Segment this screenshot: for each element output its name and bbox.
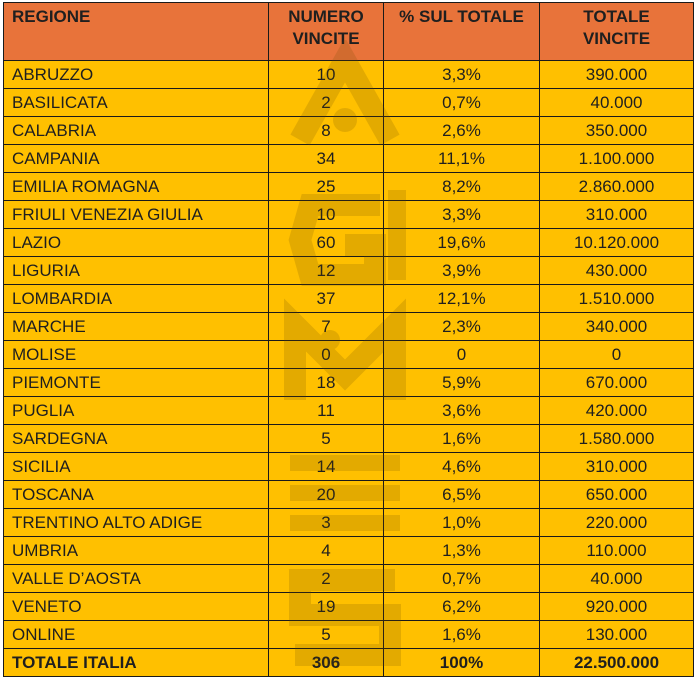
cell-numero-vincite: 2 (269, 89, 384, 117)
cell-totale-vincite: 0 (540, 341, 694, 369)
cell-regione: SARDEGNA (4, 425, 269, 453)
table-row (4, 173, 694, 201)
table-row (4, 565, 694, 593)
cell-percentuale: 0,7% (384, 565, 540, 593)
cell-percentuale: 6,2% (384, 593, 540, 621)
cell-numero-vincite: 60 (269, 229, 384, 257)
table-row (4, 201, 694, 229)
cell-regione: ABRUZZO (4, 61, 269, 89)
cell-regione: UMBRIA (4, 537, 269, 565)
cell-numero-vincite: 37 (269, 285, 384, 313)
total-totale-vincite: 22.500.000 (540, 649, 694, 677)
cell-totale-vincite: 350.000 (540, 117, 694, 145)
cell-numero-vincite: 14 (269, 453, 384, 481)
cell-percentuale: 5,9% (384, 369, 540, 397)
header-numero-vincite: NUMERO VINCITE (269, 3, 384, 61)
cell-numero-vincite: 34 (269, 145, 384, 173)
cell-regione: EMILIA ROMAGNA (4, 173, 269, 201)
cell-percentuale: 0 (384, 341, 540, 369)
cell-percentuale: 3,6% (384, 397, 540, 425)
table-row (4, 397, 694, 425)
header-totale-vincite: TOTALE VINCITE (540, 3, 694, 61)
table-row (4, 61, 694, 89)
cell-numero-vincite: 4 (269, 537, 384, 565)
cell-regione: FRIULI VENEZIA GIULIA (4, 201, 269, 229)
cell-percentuale: 1,6% (384, 621, 540, 649)
table-row (4, 257, 694, 285)
total-numero-vincite: 306 (269, 649, 384, 677)
cell-totale-vincite: 670.000 (540, 369, 694, 397)
table-row (4, 593, 694, 621)
cell-regione: TOSCANA (4, 481, 269, 509)
table-row (4, 453, 694, 481)
cell-numero-vincite: 7 (269, 313, 384, 341)
cell-numero-vincite: 18 (269, 369, 384, 397)
cell-numero-vincite: 19 (269, 593, 384, 621)
header-regione: REGIONE (4, 3, 269, 61)
total-regione: TOTALE ITALIA (4, 649, 269, 677)
cell-regione: MOLISE (4, 341, 269, 369)
cell-regione: MARCHE (4, 313, 269, 341)
cell-totale-vincite: 340.000 (540, 313, 694, 341)
cell-totale-vincite: 40.000 (540, 565, 694, 593)
cell-regione: ONLINE (4, 621, 269, 649)
cell-percentuale: 2,3% (384, 313, 540, 341)
cell-percentuale: 19,6% (384, 229, 540, 257)
cell-totale-vincite: 310.000 (540, 453, 694, 481)
cell-numero-vincite: 11 (269, 397, 384, 425)
cell-numero-vincite: 5 (269, 621, 384, 649)
table-row (4, 537, 694, 565)
cell-regione: LIGURIA (4, 257, 269, 285)
cell-totale-vincite: 10.120.000 (540, 229, 694, 257)
table-row (4, 145, 694, 173)
cell-numero-vincite: 10 (269, 61, 384, 89)
cell-numero-vincite: 2 (269, 565, 384, 593)
cell-numero-vincite: 20 (269, 481, 384, 509)
cell-percentuale: 1,0% (384, 509, 540, 537)
cell-numero-vincite: 12 (269, 257, 384, 285)
cell-totale-vincite: 110.000 (540, 537, 694, 565)
cell-regione: PIEMONTE (4, 369, 269, 397)
cell-percentuale: 3,9% (384, 257, 540, 285)
cell-regione: VALLE D’AOSTA (4, 565, 269, 593)
cell-totale-vincite: 430.000 (540, 257, 694, 285)
cell-percentuale: 1,3% (384, 537, 540, 565)
cell-percentuale: 4,6% (384, 453, 540, 481)
table-row (4, 369, 694, 397)
table-row (4, 509, 694, 537)
cell-totale-vincite: 2.860.000 (540, 173, 694, 201)
cell-totale-vincite: 310.000 (540, 201, 694, 229)
cell-regione: BASILICATA (4, 89, 269, 117)
cell-percentuale: 3,3% (384, 61, 540, 89)
cell-regione: CALABRIA (4, 117, 269, 145)
cell-totale-vincite: 220.000 (540, 509, 694, 537)
cell-percentuale: 6,5% (384, 481, 540, 509)
cell-totale-vincite: 130.000 (540, 621, 694, 649)
cell-regione: CAMPANIA (4, 145, 269, 173)
cell-regione: VENETO (4, 593, 269, 621)
cell-regione: TRENTINO ALTO ADIGE (4, 509, 269, 537)
cell-totale-vincite: 1.580.000 (540, 425, 694, 453)
cell-numero-vincite: 0 (269, 341, 384, 369)
cell-regione: SICILIA (4, 453, 269, 481)
cell-totale-vincite: 420.000 (540, 397, 694, 425)
table-row (4, 313, 694, 341)
cell-percentuale: 2,6% (384, 117, 540, 145)
cell-totale-vincite: 920.000 (540, 593, 694, 621)
cell-numero-vincite: 25 (269, 173, 384, 201)
cell-numero-vincite: 5 (269, 425, 384, 453)
cell-totale-vincite: 1.510.000 (540, 285, 694, 313)
table-row (4, 229, 694, 257)
table-row (4, 621, 694, 649)
cell-numero-vincite: 3 (269, 509, 384, 537)
table-row (4, 285, 694, 313)
table-row (4, 425, 694, 453)
cell-percentuale: 3,3% (384, 201, 540, 229)
cell-percentuale: 1,6% (384, 425, 540, 453)
total-row (4, 649, 694, 677)
cell-regione: LOMBARDIA (4, 285, 269, 313)
table-row (4, 117, 694, 145)
cell-totale-vincite: 40.000 (540, 89, 694, 117)
header-row (4, 3, 694, 61)
cell-totale-vincite: 650.000 (540, 481, 694, 509)
cell-totale-vincite: 390.000 (540, 61, 694, 89)
table-row (4, 481, 694, 509)
cell-regione: LAZIO (4, 229, 269, 257)
table-row (4, 89, 694, 117)
regional-wins-table (3, 2, 694, 677)
cell-numero-vincite: 8 (269, 117, 384, 145)
cell-percentuale: 0,7% (384, 89, 540, 117)
cell-percentuale: 12,1% (384, 285, 540, 313)
cell-percentuale: 11,1% (384, 145, 540, 173)
table-row (4, 341, 694, 369)
header-percentuale: % SUL TOTALE (384, 3, 540, 61)
cell-regione: PUGLIA (4, 397, 269, 425)
cell-numero-vincite: 10 (269, 201, 384, 229)
cell-percentuale: 8,2% (384, 173, 540, 201)
total-percentuale: 100% (384, 649, 540, 677)
cell-totale-vincite: 1.100.000 (540, 145, 694, 173)
